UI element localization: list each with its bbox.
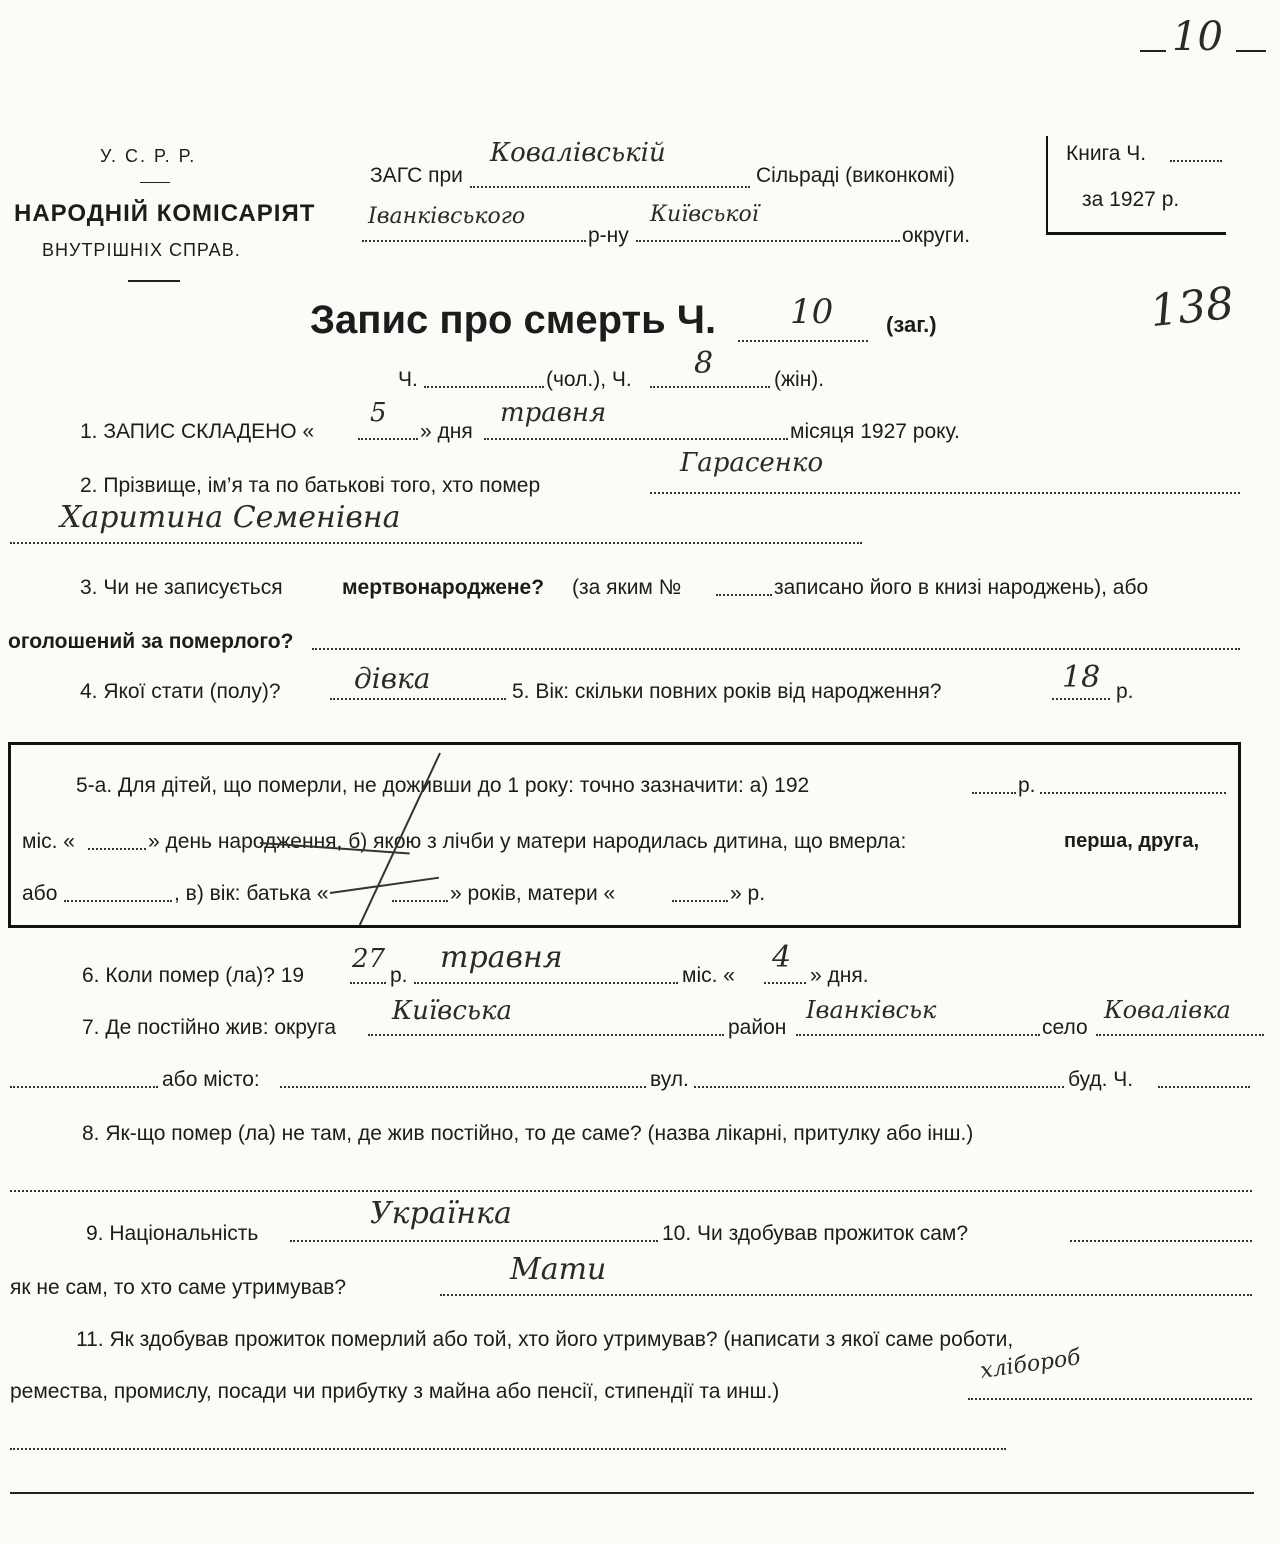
q2-surname-line: [650, 492, 1240, 494]
q1-prefix: 1. ЗАПИС СКЛАДЕНО «: [80, 420, 315, 443]
q7-street-line: [694, 1086, 1064, 1088]
q7-rayon-label: район: [728, 1016, 787, 1039]
q6-day-label: » дня.: [810, 964, 869, 987]
okrug-label: округи.: [902, 224, 971, 247]
okrug-value: Київської: [650, 202, 759, 227]
zags-village-line: [470, 186, 750, 188]
q4-label: 4. Якої стати (полу)?: [80, 680, 281, 703]
q11-line2: ремества, промислу, посади чи прибутку з майна або пенсії, стипендії та инш.): [10, 1380, 780, 1403]
zags-suffix: Сільраді (виконкомі): [756, 164, 955, 187]
record-title-suffix: (заг.): [886, 312, 937, 337]
q2-name-line: [10, 542, 862, 544]
q5a-father-label: , в) вік: батька «: [174, 882, 329, 905]
q4-sex-line: [330, 698, 506, 700]
divider: [128, 280, 180, 282]
q9-value: Українка: [370, 1196, 512, 1231]
q7-city-label: або місто:: [162, 1068, 260, 1091]
commissariat-title: НАРОДНІЙ КОМІСАРІЯТ: [14, 200, 316, 227]
q5a-or-label: або: [22, 882, 58, 905]
q5-age-value: 18: [1062, 660, 1101, 695]
q5a-line1-end: р.: [1018, 774, 1036, 797]
q7-okrug-value: Київська: [392, 996, 513, 1026]
q1-mid: » дня: [420, 420, 473, 443]
record-title: Запис про смерть Ч.: [310, 298, 717, 342]
q5a-end: » р.: [730, 882, 766, 905]
male-count-line: [424, 386, 544, 388]
q1-suffix: місяця 1927 року.: [790, 420, 960, 443]
q11-extra-line: [10, 1448, 1006, 1450]
q3-declared-line: [312, 648, 1240, 650]
q8-label: 8. Як-що помер (ла) не там, де жив постійно, то де саме? (назва лікарні, притулку або інш.): [82, 1122, 974, 1145]
q1-month-line: [484, 438, 788, 440]
page-corner-number: 10: [1172, 14, 1223, 60]
q6-label: 6. Коли помер (ла)? 19: [82, 964, 305, 987]
q5-age-line: [1052, 698, 1110, 700]
book-label: Книга Ч.: [1066, 142, 1147, 165]
q1-month-value: травня: [500, 398, 607, 428]
record-number-line: [738, 340, 868, 342]
bottom-rule: [10, 1492, 1254, 1494]
q6-day-line: [764, 982, 806, 984]
commissariat-subtitle: ВНУТРІШНІХ СПРАВ.: [42, 240, 241, 260]
q10-who-label: як не сам, то хто саме утримував?: [10, 1276, 347, 1299]
q10-label: 10. Чи здобував прожиток сам?: [662, 1222, 968, 1245]
q7-house-label: буд. Ч.: [1068, 1068, 1134, 1091]
republic-label: У. С. Р. Р.: [100, 146, 197, 166]
q3-stillborn: мертвонароджене?: [342, 576, 545, 599]
q8-line: [10, 1190, 1252, 1192]
q3-number-line: [716, 594, 772, 596]
female-count-value: 8: [694, 346, 714, 381]
divider: [140, 182, 170, 183]
q4-sex-value: дівка: [354, 662, 431, 695]
q7-okrug-line: [368, 1034, 724, 1036]
q5a-line1: 5-а. Для дітей, що померли, не доживши до 1 року: точно зазначити: а) 192: [76, 774, 810, 797]
q6-year-line: [350, 982, 386, 984]
q5a-mother-line: [672, 900, 728, 902]
male-count-label: (чол.), Ч.: [546, 368, 632, 391]
q11-value: хлібороб: [978, 1345, 1083, 1384]
q5a-year-line: [972, 792, 1016, 794]
q2-surname-value: Гарасенко: [680, 448, 824, 478]
q5a-line1-fill: [1040, 792, 1226, 794]
district-label: р-ну: [588, 224, 629, 247]
q5a-month-label: міс. «: [22, 830, 75, 853]
q5a-month-line: [88, 848, 146, 850]
zags-prefix: ЗАГС при: [370, 164, 463, 187]
q7-rayon-value: Іванківськ: [806, 996, 937, 1024]
corner-dash: [1140, 50, 1166, 52]
q5-age-suffix: р.: [1116, 680, 1134, 703]
q3-declared-dead: оголошений за померлого?: [8, 630, 294, 653]
record-number-value: 10: [790, 292, 834, 332]
female-count-line: [650, 386, 770, 388]
q6-month-label: міс. «: [682, 964, 735, 987]
corner-dash: [1236, 50, 1266, 52]
side-number: 138: [1147, 277, 1237, 338]
q7-selo-label: село: [1042, 1016, 1088, 1039]
q6-r: р.: [390, 964, 408, 987]
q6-month-line: [414, 982, 678, 984]
q7-selo-value: Ковалівка: [1104, 996, 1231, 1024]
q10-who-value: Мати: [510, 1252, 607, 1287]
q10-line: [1070, 1240, 1252, 1242]
female-count-label: (жін).: [774, 368, 825, 391]
q6-day-value: 4: [772, 940, 792, 975]
q7-selo-line: [1096, 1034, 1264, 1036]
q5-age-label: 5. Вік: скільки повних років від народження?: [512, 680, 942, 703]
q9-label: 9. Національність: [86, 1222, 259, 1245]
district-value: Іванківського: [368, 204, 526, 229]
q5a-birth-text: » день народження, б) якою з лічби у матери народилась дитина, що вмерла:: [148, 830, 907, 853]
q7-extra-line: [10, 1086, 158, 1088]
q3-text1: 3. Чи не записується: [80, 576, 283, 599]
q5a-or-line: [64, 900, 172, 902]
q2-name-value: Харитина Семенівна: [60, 500, 401, 535]
q3-text2: (за яким №: [572, 576, 682, 599]
q11-line1: 11. Як здобував прожиток померлий або той, хто його утримував? (написати з якої саме роботи,: [76, 1328, 1014, 1351]
book-year: за 1927 р.: [1082, 188, 1180, 211]
zags-village-value: Ковалівській: [490, 138, 666, 168]
q2-label: 2. Прізвище, ім’я та по батькові того, хто помер: [80, 474, 541, 497]
q6-year-value: 27: [352, 944, 386, 974]
q7-rayon-line: [796, 1034, 1040, 1036]
q1-day-line: [358, 438, 418, 440]
q5a-birth-order: перша, друга,: [1064, 830, 1200, 852]
q9-line: [290, 1240, 658, 1242]
q7-house-line: [1158, 1086, 1250, 1088]
q10-who-line: [440, 1294, 1252, 1296]
okrug-line: [636, 240, 900, 242]
q1-day-value: 5: [370, 398, 387, 428]
book-number-line: [1170, 160, 1222, 162]
q5a-mother-label: » років, матери «: [450, 882, 616, 905]
q5a-father-line: [392, 900, 448, 902]
q7-label: 7. Де постійно жив: округа: [82, 1016, 337, 1039]
q7-city-line: [280, 1086, 646, 1088]
count-label: Ч.: [398, 368, 418, 391]
district-line: [362, 240, 586, 242]
q3-text3: записано його в книзі народжень), або: [774, 576, 1149, 599]
q6-month-value: травня: [440, 940, 563, 975]
q7-street-label: вул.: [650, 1068, 689, 1091]
q11-line: [968, 1398, 1252, 1400]
